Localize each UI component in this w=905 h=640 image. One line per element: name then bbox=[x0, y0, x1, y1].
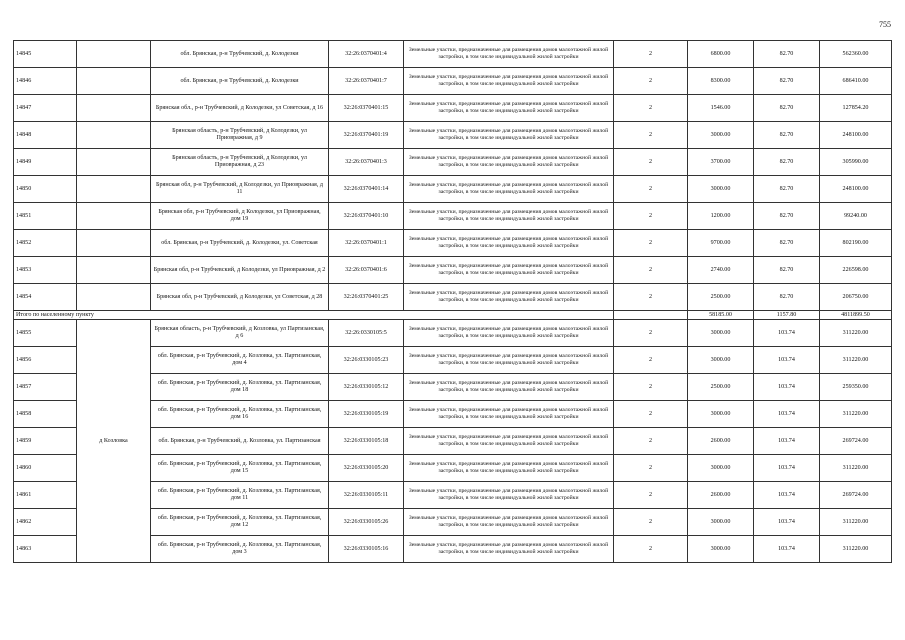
cadastral-number-cell: 32:26:0370401:14 bbox=[329, 176, 404, 203]
area-cell: 9700.00 bbox=[688, 230, 754, 257]
specific-value-cell: 82.70 bbox=[754, 230, 820, 257]
area-cell: 3000.00 bbox=[688, 122, 754, 149]
land-use-cell: Земельные участки, предназначенные для размещения домов малоэтажной жилой застройки, в том числе индивидуальной жилой застройки bbox=[404, 320, 614, 347]
area-cell: 3000.00 bbox=[688, 536, 754, 563]
address-cell: Брянская область, р-н Трубчевский, д Колодезки, ул Приовражная, д 9 bbox=[151, 122, 329, 149]
cadastral-number-cell: 32:26:0370401:6 bbox=[329, 257, 404, 284]
specific-value-cell: 103.74 bbox=[754, 320, 820, 347]
address-cell: обл. Брянская, р-н Трубчевский, д. Колодезки, ул. Советская bbox=[151, 230, 329, 257]
table-row bbox=[14, 284, 892, 311]
row-number-cell: 14857 bbox=[14, 374, 77, 401]
specific-value-cell: 82.70 bbox=[754, 95, 820, 122]
settlement-cell bbox=[77, 176, 151, 203]
table-row bbox=[14, 203, 892, 230]
table-row bbox=[14, 95, 892, 122]
land-registry-table bbox=[13, 40, 892, 563]
cadastral-number-cell: 32:26:0330105:16 bbox=[329, 536, 404, 563]
row-number-cell: 14860 bbox=[14, 455, 77, 482]
land-use-cell: Земельные участки, предназначенные для размещения домов малоэтажной жилой застройки, в том числе индивидуальной жилой застройки bbox=[404, 230, 614, 257]
cadastral-number-cell: 32:26:0370401:4 bbox=[329, 41, 404, 68]
specific-value-cell: 82.70 bbox=[754, 176, 820, 203]
group-code-cell: 2 bbox=[614, 284, 688, 311]
address-cell: обл. Брянская, р-н Трубчевский, д. Козловка, ул. Партизанская, дом 11 bbox=[151, 482, 329, 509]
address-cell: обл. Брянская, р-н Трубчевский, д. Козловка, ул. Партизанская, дом 3 bbox=[151, 536, 329, 563]
settlement-cell bbox=[77, 203, 151, 230]
specific-value-cell: 103.74 bbox=[754, 347, 820, 374]
total-empty-cell bbox=[614, 311, 688, 320]
land-use-cell: Земельные участки, предназначенные для размещения домов малоэтажной жилой застройки, в том числе индивидуальной жилой застройки bbox=[404, 347, 614, 374]
settlement-cell bbox=[77, 68, 151, 95]
area-cell: 6800.00 bbox=[688, 41, 754, 68]
cadastral-value-cell: 269724.00 bbox=[820, 482, 892, 509]
row-number-cell: 14863 bbox=[14, 536, 77, 563]
cadastral-number-cell: 32:26:0370401:10 bbox=[329, 203, 404, 230]
cadastral-value-cell: 248100.00 bbox=[820, 176, 892, 203]
area-cell: 2600.00 bbox=[688, 482, 754, 509]
cadastral-value-cell: 269724.00 bbox=[820, 428, 892, 455]
area-cell: 2600.00 bbox=[688, 428, 754, 455]
land-use-cell: Земельные участки, предназначенные для размещения домов малоэтажной жилой застройки, в том числе индивидуальной жилой застройки bbox=[404, 203, 614, 230]
address-cell: Брянская обл, р-н Трубчевский, д Колодезки, ул Советская, д 28 bbox=[151, 284, 329, 311]
cadastral-value-cell: 305990.00 bbox=[820, 149, 892, 176]
table-row bbox=[14, 122, 892, 149]
row-number-cell: 14847 bbox=[14, 95, 77, 122]
group-code-cell: 2 bbox=[614, 482, 688, 509]
total-area-cell: 58185.00 bbox=[688, 311, 754, 320]
total-row bbox=[14, 311, 892, 320]
cadastral-value-cell: 311220.00 bbox=[820, 536, 892, 563]
area-cell: 3000.00 bbox=[688, 455, 754, 482]
cadastral-number-cell: 32:26:0370401:15 bbox=[329, 95, 404, 122]
cadastral-value-cell: 311220.00 bbox=[820, 347, 892, 374]
cadastral-number-cell: 32:26:0330105:11 bbox=[329, 482, 404, 509]
settlement-cell bbox=[77, 230, 151, 257]
row-number-cell: 14848 bbox=[14, 122, 77, 149]
area-cell: 3000.00 bbox=[688, 401, 754, 428]
specific-value-cell: 103.74 bbox=[754, 536, 820, 563]
land-use-cell: Земельные участки, предназначенные для размещения домов малоэтажной жилой застройки, в том числе индивидуальной жилой застройки bbox=[404, 509, 614, 536]
area-cell: 3000.00 bbox=[688, 347, 754, 374]
cadastral-value-cell: 259350.00 bbox=[820, 374, 892, 401]
specific-value-cell: 103.74 bbox=[754, 509, 820, 536]
total-specific-value-cell: 1157.80 bbox=[754, 311, 820, 320]
settlement-cell bbox=[77, 95, 151, 122]
settlement-cell bbox=[77, 122, 151, 149]
cadastral-number-cell: 32:26:0370401:3 bbox=[329, 149, 404, 176]
cadastral-value-cell: 99240.00 bbox=[820, 203, 892, 230]
group-code-cell: 2 bbox=[614, 347, 688, 374]
cadastral-value-cell: 802190.00 bbox=[820, 230, 892, 257]
land-use-cell: Земельные участки, предназначенные для размещения домов малоэтажной жилой застройки, в том числе индивидуальной жилой застройки bbox=[404, 374, 614, 401]
area-cell: 3000.00 bbox=[688, 320, 754, 347]
area-cell: 2500.00 bbox=[688, 374, 754, 401]
group-code-cell: 2 bbox=[614, 536, 688, 563]
area-cell: 2500.00 bbox=[688, 284, 754, 311]
cadastral-number-cell: 32:26:0330105:19 bbox=[329, 401, 404, 428]
cadastral-value-cell: 248100.00 bbox=[820, 122, 892, 149]
group-code-cell: 2 bbox=[614, 149, 688, 176]
land-use-cell: Земельные участки, предназначенные для размещения домов малоэтажной жилой застройки, в том числе индивидуальной жилой застройки bbox=[404, 176, 614, 203]
specific-value-cell: 82.70 bbox=[754, 284, 820, 311]
address-cell: Брянская обл, р-н Трубчевский, д Колодезки, ул Приовражная, д 11 bbox=[151, 176, 329, 203]
specific-value-cell: 103.74 bbox=[754, 428, 820, 455]
specific-value-cell: 103.74 bbox=[754, 455, 820, 482]
row-number-cell: 14854 bbox=[14, 284, 77, 311]
cadastral-number-cell: 32:26:0370401:25 bbox=[329, 284, 404, 311]
address-cell: обл. Брянская, р-н Трубчевский, д. Козловка, ул. Партизанская bbox=[151, 428, 329, 455]
area-cell: 3000.00 bbox=[688, 176, 754, 203]
row-number-cell: 14851 bbox=[14, 203, 77, 230]
table-row bbox=[14, 41, 892, 68]
cadastral-value-cell: 226598.00 bbox=[820, 257, 892, 284]
cadastral-number-cell: 32:26:0370401:19 bbox=[329, 122, 404, 149]
table-row bbox=[14, 320, 892, 347]
address-cell: обл. Брянская, р-н Трубчевский, д. Колодезки bbox=[151, 41, 329, 68]
address-cell: обл. Брянская, р-н Трубчевский, д. Козловка, ул. Партизанская, дом 16 bbox=[151, 401, 329, 428]
row-number-cell: 14849 bbox=[14, 149, 77, 176]
group-code-cell: 2 bbox=[614, 95, 688, 122]
land-use-cell: Земельные участки, предназначенные для размещения домов малоэтажной жилой застройки, в том числе индивидуальной жилой застройки bbox=[404, 428, 614, 455]
area-cell: 8300.00 bbox=[688, 68, 754, 95]
cadastral-number-cell: 32:26:0330105:18 bbox=[329, 428, 404, 455]
table-row bbox=[14, 257, 892, 284]
cadastral-value-cell: 127854.20 bbox=[820, 95, 892, 122]
cadastral-number-cell: 32:26:0330105:23 bbox=[329, 347, 404, 374]
group-code-cell: 2 bbox=[614, 203, 688, 230]
group-code-cell: 2 bbox=[614, 374, 688, 401]
cadastral-number-cell: 32:26:0370401:1 bbox=[329, 230, 404, 257]
cadastral-value-cell: 311220.00 bbox=[820, 509, 892, 536]
specific-value-cell: 82.70 bbox=[754, 203, 820, 230]
row-number-cell: 14853 bbox=[14, 257, 77, 284]
cadastral-value-cell: 311220.00 bbox=[820, 455, 892, 482]
group-code-cell: 2 bbox=[614, 122, 688, 149]
land-use-cell: Земельные участки, предназначенные для размещения домов малоэтажной жилой застройки, в том числе индивидуальной жилой застройки bbox=[404, 536, 614, 563]
area-cell: 1546.00 bbox=[688, 95, 754, 122]
land-use-cell: Земельные участки, предназначенные для размещения домов малоэтажной жилой застройки, в том числе индивидуальной жилой застройки bbox=[404, 257, 614, 284]
group-code-cell: 2 bbox=[614, 176, 688, 203]
address-cell: обл. Брянская, р-н Трубчевский, д. Козловка, ул. Партизанская, дом 4 bbox=[151, 347, 329, 374]
table-row bbox=[14, 68, 892, 95]
cadastral-value-cell: 562360.00 bbox=[820, 41, 892, 68]
group-code-cell: 2 bbox=[614, 455, 688, 482]
specific-value-cell: 103.74 bbox=[754, 374, 820, 401]
land-use-cell: Земельные участки, предназначенные для размещения домов малоэтажной жилой застройки, в том числе индивидуальной жилой застройки bbox=[404, 68, 614, 95]
page-number: 755 bbox=[879, 20, 891, 29]
row-number-cell: 14861 bbox=[14, 482, 77, 509]
address-cell: Брянская обл., р-н Трубчевский, д Колодезки, ул Советская, д 16 bbox=[151, 95, 329, 122]
land-use-cell: Земельные участки, предназначенные для размещения домов малоэтажной жилой застройки, в том числе индивидуальной жилой застройки bbox=[404, 401, 614, 428]
specific-value-cell: 103.74 bbox=[754, 401, 820, 428]
area-cell: 1200.00 bbox=[688, 203, 754, 230]
group-code-cell: 2 bbox=[614, 68, 688, 95]
group-code-cell: 2 bbox=[614, 428, 688, 455]
group-code-cell: 2 bbox=[614, 257, 688, 284]
settlement-cell bbox=[77, 284, 151, 311]
row-number-cell: 14862 bbox=[14, 509, 77, 536]
specific-value-cell: 82.70 bbox=[754, 149, 820, 176]
cadastral-value-cell: 311220.00 bbox=[820, 320, 892, 347]
address-cell: Брянская обл, р-н Трубчевский, д Колодезки, ул Приовражная, дом 19 bbox=[151, 203, 329, 230]
cadastral-value-cell: 206750.00 bbox=[820, 284, 892, 311]
row-number-cell: 14852 bbox=[14, 230, 77, 257]
cadastral-number-cell: 32:26:0330105:26 bbox=[329, 509, 404, 536]
table-body bbox=[14, 41, 892, 563]
row-number-cell: 14858 bbox=[14, 401, 77, 428]
specific-value-cell: 82.70 bbox=[754, 122, 820, 149]
table-row bbox=[14, 149, 892, 176]
cadastral-number-cell: 32:26:0330105:12 bbox=[329, 374, 404, 401]
settlement-cell bbox=[77, 41, 151, 68]
group-code-cell: 2 bbox=[614, 320, 688, 347]
cadastral-value-cell: 686410.00 bbox=[820, 68, 892, 95]
land-use-cell: Земельные участки, предназначенные для размещения домов малоэтажной жилой застройки, в том числе индивидуальной жилой застройки bbox=[404, 455, 614, 482]
row-number-cell: 14846 bbox=[14, 68, 77, 95]
group-code-cell: 2 bbox=[614, 509, 688, 536]
area-cell: 3000.00 bbox=[688, 509, 754, 536]
address-cell: Брянская область, р-н Трубчевский, д Козловка, ул Партизанская, д 6 bbox=[151, 320, 329, 347]
address-cell: обл. Брянская, р-н Трубчевский, д. Козловка, ул. Партизанская, дом 15 bbox=[151, 455, 329, 482]
row-number-cell: 14850 bbox=[14, 176, 77, 203]
settlement-cell bbox=[77, 149, 151, 176]
address-cell: обл. Брянская, р-н Трубчевский, д. Колодезки bbox=[151, 68, 329, 95]
row-number-cell: 14845 bbox=[14, 41, 77, 68]
cadastral-number-cell: 32:26:0370401:7 bbox=[329, 68, 404, 95]
cadastral-number-cell: 32:26:0330105:5 bbox=[329, 320, 404, 347]
specific-value-cell: 82.70 bbox=[754, 68, 820, 95]
row-number-cell: 14856 bbox=[14, 347, 77, 374]
cadastral-number-cell: 32:26:0330105:20 bbox=[329, 455, 404, 482]
area-cell: 2740.00 bbox=[688, 257, 754, 284]
specific-value-cell: 103.74 bbox=[754, 482, 820, 509]
specific-value-cell: 82.70 bbox=[754, 41, 820, 68]
address-cell: обл. Брянская, р-н Трубчевский, д. Козловка, ул. Партизанская, дом 18 bbox=[151, 374, 329, 401]
settlement-cell bbox=[77, 257, 151, 284]
settlement-cell: д Козловка bbox=[77, 320, 151, 563]
area-cell: 3700.00 bbox=[688, 149, 754, 176]
land-use-cell: Земельные участки, предназначенные для размещения домов малоэтажной жилой застройки, в том числе индивидуальной жилой застройки bbox=[404, 482, 614, 509]
land-use-cell: Земельные участки, предназначенные для размещения домов малоэтажной жилой застройки, в том числе индивидуальной жилой застройки bbox=[404, 95, 614, 122]
table-row bbox=[14, 230, 892, 257]
group-code-cell: 2 bbox=[614, 41, 688, 68]
cadastral-value-cell: 311220.00 bbox=[820, 401, 892, 428]
land-use-cell: Земельные участки, предназначенные для размещения домов малоэтажной жилой застройки, в том числе индивидуальной жилой застройки bbox=[404, 149, 614, 176]
total-cadastral-value-cell: 4811899.50 bbox=[820, 311, 892, 320]
land-use-cell: Земельные участки, предназначенные для размещения домов малоэтажной жилой застройки, в том числе индивидуальной жилой застройки bbox=[404, 122, 614, 149]
land-use-cell: Земельные участки, предназначенные для размещения домов малоэтажной жилой застройки, в том числе индивидуальной жилой застройки bbox=[404, 284, 614, 311]
land-use-cell: Земельные участки, предназначенные для размещения домов малоэтажной жилой застройки, в том числе индивидуальной жилой застройки bbox=[404, 41, 614, 68]
address-cell: Брянская обл, р-н Трубчевский, д Колодезки, ул Приовражная, д 2 bbox=[151, 257, 329, 284]
row-number-cell: 14859 bbox=[14, 428, 77, 455]
total-label: Итого по населенному пункту bbox=[14, 311, 614, 320]
address-cell: Брянская область, р-н Трубчевский, д Колодезки, ул Приовражная, д 23 bbox=[151, 149, 329, 176]
row-number-cell: 14855 bbox=[14, 320, 77, 347]
group-code-cell: 2 bbox=[614, 401, 688, 428]
group-code-cell: 2 bbox=[614, 230, 688, 257]
table-row bbox=[14, 176, 892, 203]
specific-value-cell: 82.70 bbox=[754, 257, 820, 284]
address-cell: обл. Брянская, р-н Трубчевский, д. Козловка, ул. Партизанская, дом 12 bbox=[151, 509, 329, 536]
